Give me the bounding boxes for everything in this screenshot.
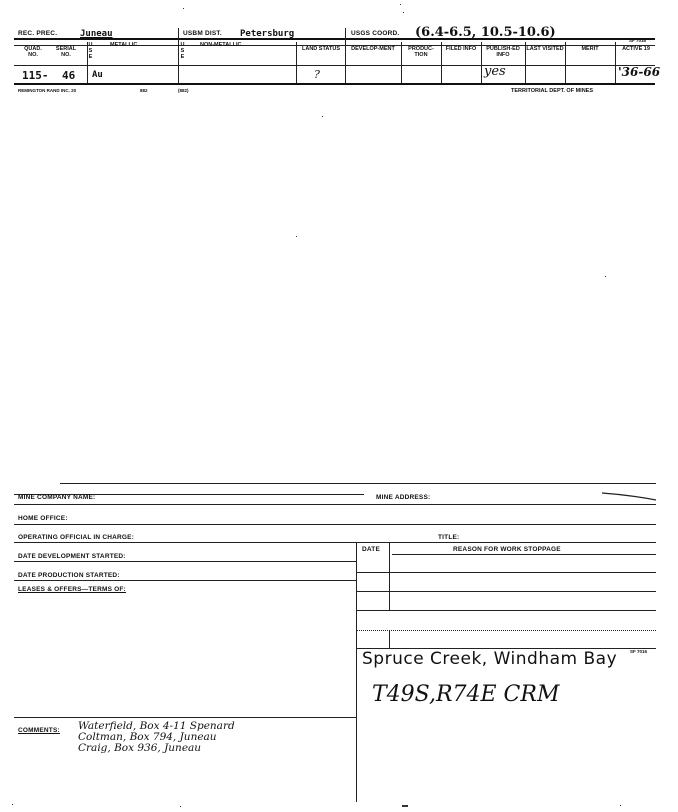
footer-code-paren: (882) — [178, 88, 189, 93]
col-merit: MERIT — [581, 46, 599, 52]
usbm-dist-label: USBM DIST. — [183, 30, 222, 37]
lower-top-rule — [60, 483, 656, 484]
col-published-info: PUBLISH-ED INFO — [486, 46, 520, 58]
footer-right: TERRITORIAL DEPT. OF MINES — [511, 88, 593, 94]
township-note: T49S,R74E CRM — [372, 682, 560, 707]
speck — [402, 805, 408, 807]
usgs-coord-label: USGS COORD. — [351, 30, 400, 37]
footer-left: REMINGTON RAND INC. 20 — [18, 88, 77, 93]
comments-label: COMMENTS: — [18, 727, 60, 734]
divider — [178, 28, 179, 83]
speck — [403, 12, 404, 13]
col-filed-info: FILED INFO — [445, 46, 477, 52]
col-non-metallic: NON-METALLIC — [200, 42, 242, 48]
footer-code: 882 — [140, 88, 148, 93]
rule — [14, 561, 356, 562]
pen-stroke — [600, 490, 660, 502]
divider — [615, 42, 616, 83]
divider — [296, 42, 297, 83]
rule — [356, 572, 656, 573]
speck — [180, 806, 181, 807]
header-form-number: SF 7016 — [629, 38, 647, 43]
speck — [12, 804, 13, 805]
speck — [605, 276, 606, 277]
speck — [620, 805, 621, 806]
rule — [356, 610, 656, 611]
rule — [14, 504, 656, 505]
rule — [356, 630, 656, 631]
title-label: TITLE: — [438, 534, 460, 541]
divider — [345, 28, 346, 83]
rule — [392, 554, 656, 555]
comments-line-1: Waterfield, Box 4-11 Spenard — [78, 720, 235, 732]
divider — [356, 542, 357, 802]
leases-label: LEASES & OFFERS—TERMS OF: — [18, 586, 126, 593]
divider — [389, 542, 390, 610]
published-value: yes — [484, 64, 506, 79]
comments-line-2: Coltman, Box 794, Juneau — [78, 731, 217, 743]
speck — [183, 8, 184, 9]
dev-started-label: DATE DEVELOPMENT STARTED: — [18, 553, 126, 560]
speck — [322, 116, 323, 117]
quad-no-value: 115- — [22, 69, 49, 82]
speck — [296, 236, 297, 237]
prod-started-label: DATE PRODUCTION STARTED: — [18, 572, 120, 579]
col-last-visited: LAST VISITED — [526, 46, 564, 52]
land-status-value: ? — [314, 68, 320, 81]
rec-prec-value: Juneau — [80, 29, 113, 39]
col-land-status: LAND STATUS — [302, 46, 340, 52]
rule — [14, 580, 356, 581]
col-serial-no: SERIAL NO. — [55, 46, 77, 58]
divider — [389, 630, 390, 648]
data-row-rule — [14, 65, 655, 66]
location-note: Spruce Creek, Windham Bay — [362, 649, 618, 669]
col-metallic: METALLIC — [110, 42, 138, 48]
metallic-code-value: Au — [92, 70, 103, 80]
rule — [14, 542, 656, 543]
col-production: PRODUC-TION — [408, 46, 434, 58]
usgs-coord-value: (6.4-6.5, 10.5-10.6) — [415, 25, 556, 40]
speck — [400, 4, 401, 5]
col-quad-no: QUAD. NO. — [24, 46, 42, 58]
comments-line-3: Craig, Box 936, Juneau — [78, 742, 202, 754]
rule — [14, 717, 356, 718]
serial-no-value: 46 — [62, 69, 76, 82]
mine-address-label: MINE ADDRESS: — [376, 494, 431, 501]
rec-prec-label: REC. PREC. — [18, 30, 58, 37]
rule — [356, 591, 656, 592]
col-use-nonmetallic: U S E — [180, 42, 185, 60]
usbm-dist-value: Petersburg — [240, 29, 295, 39]
reason-header: REASON FOR WORK STOPPAGE — [453, 546, 561, 553]
rule — [14, 524, 656, 525]
mine-company-label: MINE COMPANY NAME: — [18, 494, 96, 501]
date-header: DATE — [362, 546, 381, 553]
header-bottom-rule — [14, 83, 655, 85]
col-active: ACTIVE 19 — [622, 46, 650, 52]
operating-official-label: OPERATING OFFICIAL IN CHARGE: — [18, 534, 135, 541]
col-use-metallic: U S E — [88, 42, 93, 60]
home-office-label: HOME OFFICE: — [18, 515, 68, 522]
lower-form-number: SF 7016 — [630, 649, 648, 654]
active-value: '36-66 — [618, 65, 661, 79]
col-development: DEVELOP-MENT — [351, 46, 395, 52]
